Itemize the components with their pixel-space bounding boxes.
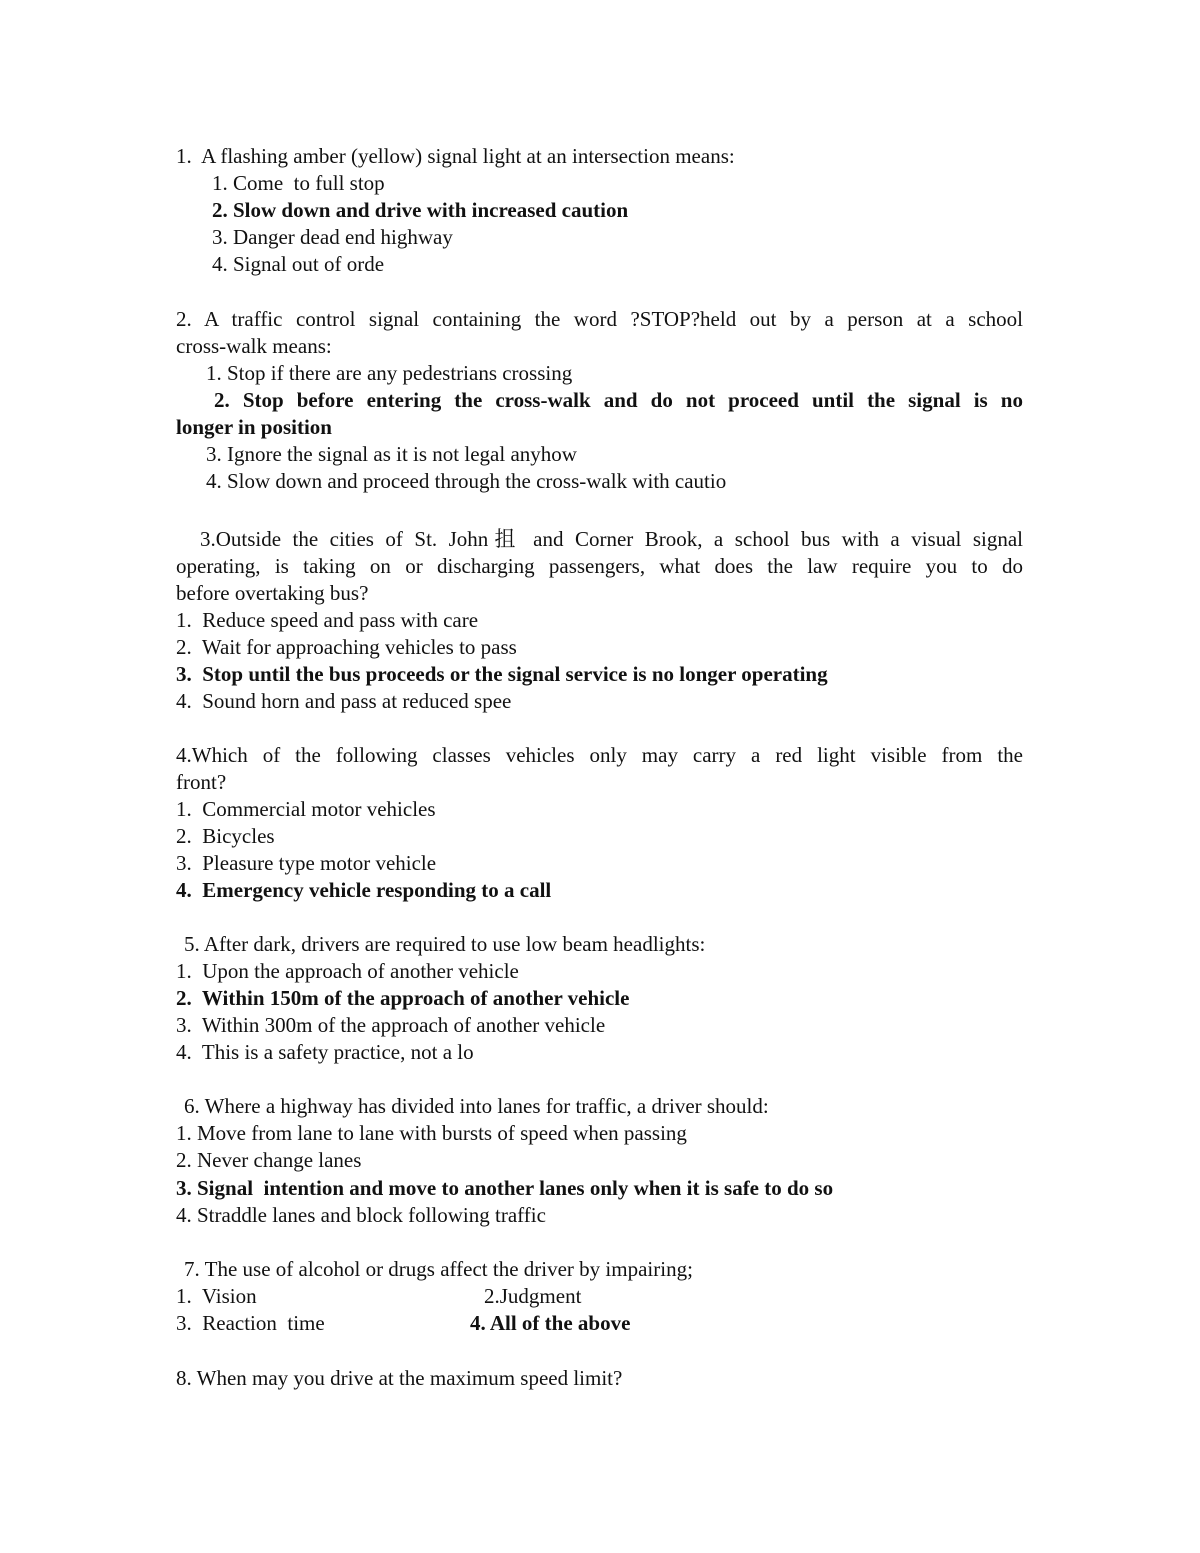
- question-1-option-4: 4. Signal out of orde: [212, 252, 385, 276]
- question-2-option-3: 3. Ignore the signal as it is not legal anyhow: [206, 442, 577, 466]
- question-5-text: 5. After dark, drivers are required to use low beam headlights:: [184, 932, 706, 956]
- question-5-option-1: 1. Upon the approach of another vehicle: [176, 959, 519, 983]
- question-7-option-1: 1. Vision: [176, 1284, 257, 1308]
- question-1-option-2-answer: 2. Slow down and drive with increased caution: [212, 198, 629, 222]
- question-3-text-line-1: 3.Outside the cities of St. John抯 and Corner Brook, a school bus with a visual signal: [200, 527, 1023, 551]
- question-4-option-4-answer: 4. Emergency vehicle responding to a call: [176, 878, 552, 902]
- question-4-text-line-1: 4.Which of the following classes vehicles only may carry a red light visible from the: [176, 743, 1023, 767]
- question-7-text: 7. The use of alcohol or drugs affect the driver by impairing;: [184, 1257, 693, 1281]
- question-3-text-line-3: before overtaking bus?: [176, 581, 369, 605]
- question-3-option-3-answer: 3. Stop until the bus proceeds or the signal service is no longer operating: [176, 662, 828, 686]
- question-4-text-line-2: front?: [176, 770, 227, 794]
- question-3-option-1: 1. Reduce speed and pass with care: [176, 608, 479, 632]
- question-6-option-4: 4. Straddle lanes and block following traffic: [176, 1203, 546, 1227]
- question-2-option-4: 4. Slow down and proceed through the cross-walk with cautio: [206, 469, 727, 493]
- question-7-option-2: 2.Judgment: [484, 1284, 582, 1308]
- question-2-option-2-answer-line-2: longer in position: [176, 415, 332, 439]
- question-6-option-1: 1. Move from lane to lane with bursts of speed when passing: [176, 1121, 687, 1145]
- question-6-text: 6. Where a highway has divided into lanes for traffic, a driver should:: [184, 1094, 769, 1118]
- question-2-option-2-answer-line-1: 2. Stop before entering the cross-walk and do not proceed until the signal is no: [214, 388, 1023, 412]
- question-7-option-3: 3. Reaction time: [176, 1311, 325, 1335]
- question-1-option-1: 1. Come to full stop: [212, 171, 385, 195]
- question-3-text-line-2: operating, is taking on or discharging passengers, what does the law require you to do: [176, 554, 1023, 578]
- question-3-option-4: 4. Sound horn and pass at reduced spee: [176, 689, 512, 713]
- question-1-text: 1. A flashing amber (yellow) signal light at an intersection means:: [176, 144, 735, 168]
- question-4-option-3: 3. Pleasure type motor vehicle: [176, 851, 437, 875]
- question-7-option-4-answer: 4. All of the above: [470, 1311, 631, 1335]
- question-2-text-line-1: 2. A traffic control signal containing the word ?STOP?held out by a person at a school: [176, 307, 1023, 331]
- question-6-option-2: 2. Never change lanes: [176, 1148, 362, 1172]
- question-4-option-2: 2. Bicycles: [176, 824, 275, 848]
- question-4-option-1: 1. Commercial motor vehicles: [176, 797, 436, 821]
- question-1-option-3: 3. Danger dead end highway: [212, 225, 453, 249]
- question-2-text-line-2: cross-walk means:: [176, 334, 332, 358]
- question-6-option-3-answer: 3. Signal intention and move to another lanes only when it is safe to do so: [176, 1176, 834, 1200]
- question-5-option-2-answer: 2. Within 150m of the approach of another vehicle: [176, 986, 630, 1010]
- question-5-option-4: 4. This is a safety practice, not a lo: [176, 1040, 474, 1064]
- question-5-option-3: 3. Within 300m of the approach of another vehicle: [176, 1013, 606, 1037]
- question-8-text: 8. When may you drive at the maximum speed limit?: [176, 1366, 623, 1390]
- question-2-option-1: 1. Stop if there are any pedestrians crossing: [206, 361, 573, 385]
- question-3-option-2: 2. Wait for approaching vehicles to pass: [176, 635, 517, 659]
